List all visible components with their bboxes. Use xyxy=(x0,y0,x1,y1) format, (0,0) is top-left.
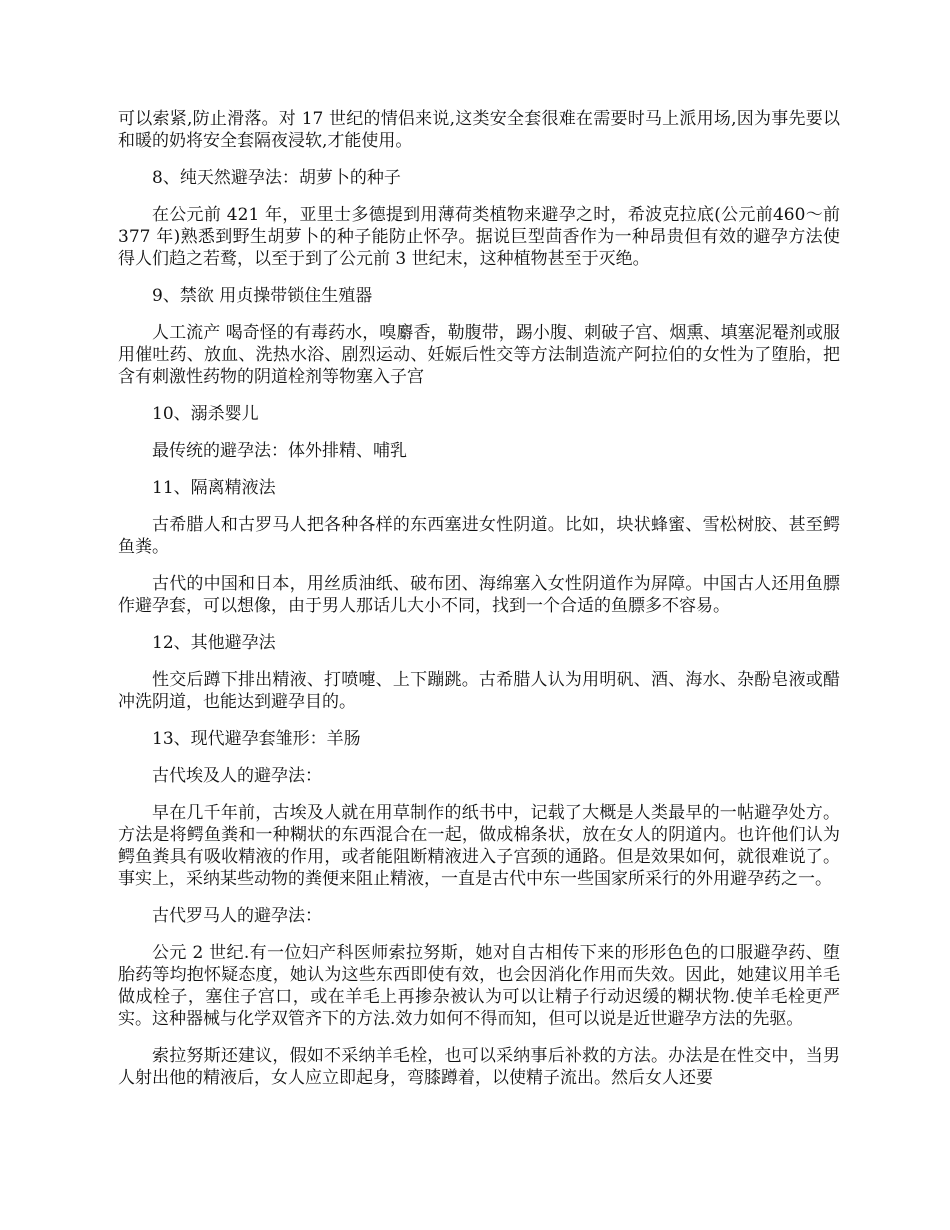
paragraph: 古希腊人和古罗马人把各种各样的东西塞进女性阴道。比如，块状蜂蜜、雪松树胶、甚至鳄鱼粪。 xyxy=(118,515,840,557)
section-heading-13: 13、现代避孕套雏形：羊肠 xyxy=(152,729,361,749)
paragraph: 索拉努斯还建议，假如不采纳羊毛栓，也可以采纳事后补救的方法。办法是在性交中，当男人射出他的精液后，女人应立即起身，弯膝蹲着，以使精子流出。然后女人还要 xyxy=(118,1046,840,1088)
section-heading-11: 11、隔离精液法 xyxy=(152,478,276,498)
section-heading-8: 8、纯天然避孕法：胡萝卜的种子 xyxy=(152,168,401,188)
paragraph-continuation: 可以索紧,防止滑落。对 17 世纪的情侣来说,这类安全套很难在需要时马上派用场,因为事先要以和暖的奶将安全套隔夜浸软,才能使用。 xyxy=(118,109,840,151)
paragraph: 古代埃及人的避孕法： xyxy=(152,766,322,786)
paragraph: 古代罗马人的避孕法： xyxy=(152,906,322,926)
paragraph: 性交后蹲下排出精液、打喷嚏、上下蹦跳。古希腊人认为用明矾、酒、海水、杂酚皂液或醋冲洗阴道，也能达到避孕目的。 xyxy=(118,670,840,712)
section-heading-10: 10、溺杀婴儿 xyxy=(152,404,259,424)
paragraph: 古代的中国和日本，用丝质油纸、破布团、海绵塞入女性阴道作为屏障。中国古人还用鱼膘作避孕套，可以想像，由于男人那话儿大小不同，找到一个合适的鱼膘多不容易。 xyxy=(118,574,840,616)
paragraph: 最传统的避孕法：体外排精、哺乳 xyxy=(152,441,407,461)
paragraph: 早在几千年前，古埃及人就在用草制作的纸书中，记载了大概是人类最早的一帖避孕处方。方法是将鳄鱼粪和一种糊状的东西混合在一起，做成棉条状，放在女人的阴道内。也许他们认为鳄鱼粪具有吸收精液的作用，或者能阻断精液进入子宫颈的通路。但是效果如何，就很难说了。事实上，采纳某些动物的粪便来阻止精液，一直是古代中东一些国家所采行的外用避孕药之一。 xyxy=(118,803,840,889)
document-body xyxy=(118,108,840,1104)
paragraph: 在公元前 421 年，亚里士多德提到用薄荷类植物来避孕之时，希波克拉底(公元前460～前 377 年)熟悉到野生胡萝卜的种子能防止怀孕。据说巨型茴香作为一种昂贵但有效的避孕方法使得人们趋之若鹜，以至于到了公元前 3 世纪末，这种植物甚至于灭绝。 xyxy=(118,205,840,269)
paragraph: 公元 2 世纪.有一位妇产科医师索拉努斯，她对自古相传下来的形形色色的口服避孕药、堕胎药等均抱怀疑态度，她认为这些东西即使有效，也会因消化作用而失效。因此，她建议用羊毛做成栓子，塞住子宫口，或在羊毛上再掺杂被认为可以让精子行动迟缓的糊状物.使羊毛栓更严实。这种器械与化学双管齐下的方法.效力如何不得而知，但可以说是近世避孕方法的先驱。 xyxy=(118,943,840,1029)
paragraph: 人工流产 喝奇怪的有毒药水，嗅麝香，勒腹带，踢小腹、刺破子宫、烟熏、填塞泥罨剂或服用催吐药、放血、洗热水浴、剧烈运动、妊娠后性交等方法制造流产阿拉伯的女性为了堕胎，把含有刺激性药物的阴道栓剂等物塞入子宫 xyxy=(118,323,840,387)
section-heading-12: 12、其他避孕法 xyxy=(152,633,276,653)
section-heading-9: 9、禁欲 用贞操带锁住生殖器 xyxy=(152,286,373,306)
